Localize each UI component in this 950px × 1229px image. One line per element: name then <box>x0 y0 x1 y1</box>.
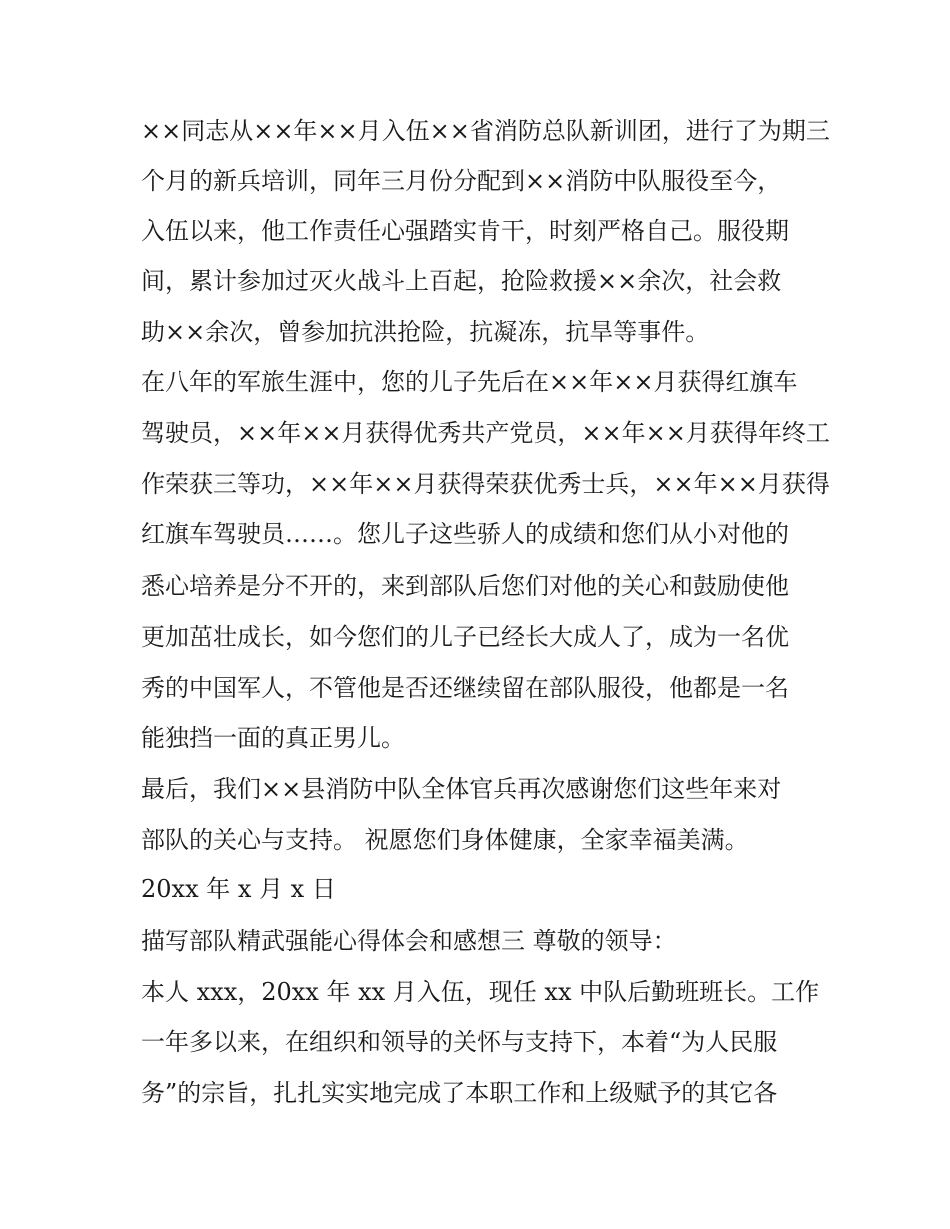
text-line: 驾驶员，××年××月获得优秀共产党员，××年××月获得年终工 <box>141 419 830 447</box>
text-line: 在八年的军旅生涯中，您的儿子先后在××年××月获得红旗车 <box>141 368 798 396</box>
text-line: 一年多以来，在组织和领导的关怀与支持下，本着“为人民服 <box>141 1028 778 1056</box>
heading-line: 描写部队精武强能心得体会和感想三 尊敬的领导： <box>141 927 677 955</box>
text-line: 间，累计参加过灭火战斗上百起，抢险救援××余次，社会救 <box>141 267 782 295</box>
text-line: 红旗车驾驶员……。您儿子这些骄人的成绩和您们从小对他的 <box>141 520 789 548</box>
text-line: 悉心培养是分不开的，来到部队后您们对他的关心和鼓励使他 <box>141 572 789 600</box>
text-line: 务”的宗旨，扎扎实实地完成了本职工作和上级赋予的其它各 <box>141 1079 778 1107</box>
text-line: ××同志从××年××月入伍××省消防总队新训团，进行了为期三 <box>141 117 830 145</box>
text-line: 最后，我们××县消防中队全体官兵再次感谢您们这些年来对 <box>141 775 782 803</box>
date-line: 20xx 年 x 月 x 日 <box>141 875 336 903</box>
text-line: 部队的关心与支持。 祝愿您们身体健康，全家幸福美满。 <box>141 826 749 854</box>
text-line: 能独挡一面的真正男儿。 <box>141 724 405 752</box>
text-line: 更加茁壮成长，如今您们的儿子已经长大成人了，成为一名优 <box>141 623 789 651</box>
text-line: 本人 xxx，20xx 年 xx 月入伍，现任 xx 中队后勤班班长。工作 <box>141 978 820 1006</box>
text-line: 作荣获三等功，××年××月获得荣获优秀士兵，××年××月获得 <box>141 470 830 498</box>
text-line: 入伍以来，他工作责任心强踏实肯干，时刻严格自己。服役期 <box>141 217 789 245</box>
text-line: 秀的中国军人，不管他是否还继续留在部队服役，他都是一名 <box>141 674 789 702</box>
text-line: 助××余次，曾参加抗洪抢险，抗凝冻，抗旱等事件。 <box>141 318 710 346</box>
text-line: 个月的新兵培训，同年三月份分配到××消防中队服役至今， <box>141 167 782 195</box>
